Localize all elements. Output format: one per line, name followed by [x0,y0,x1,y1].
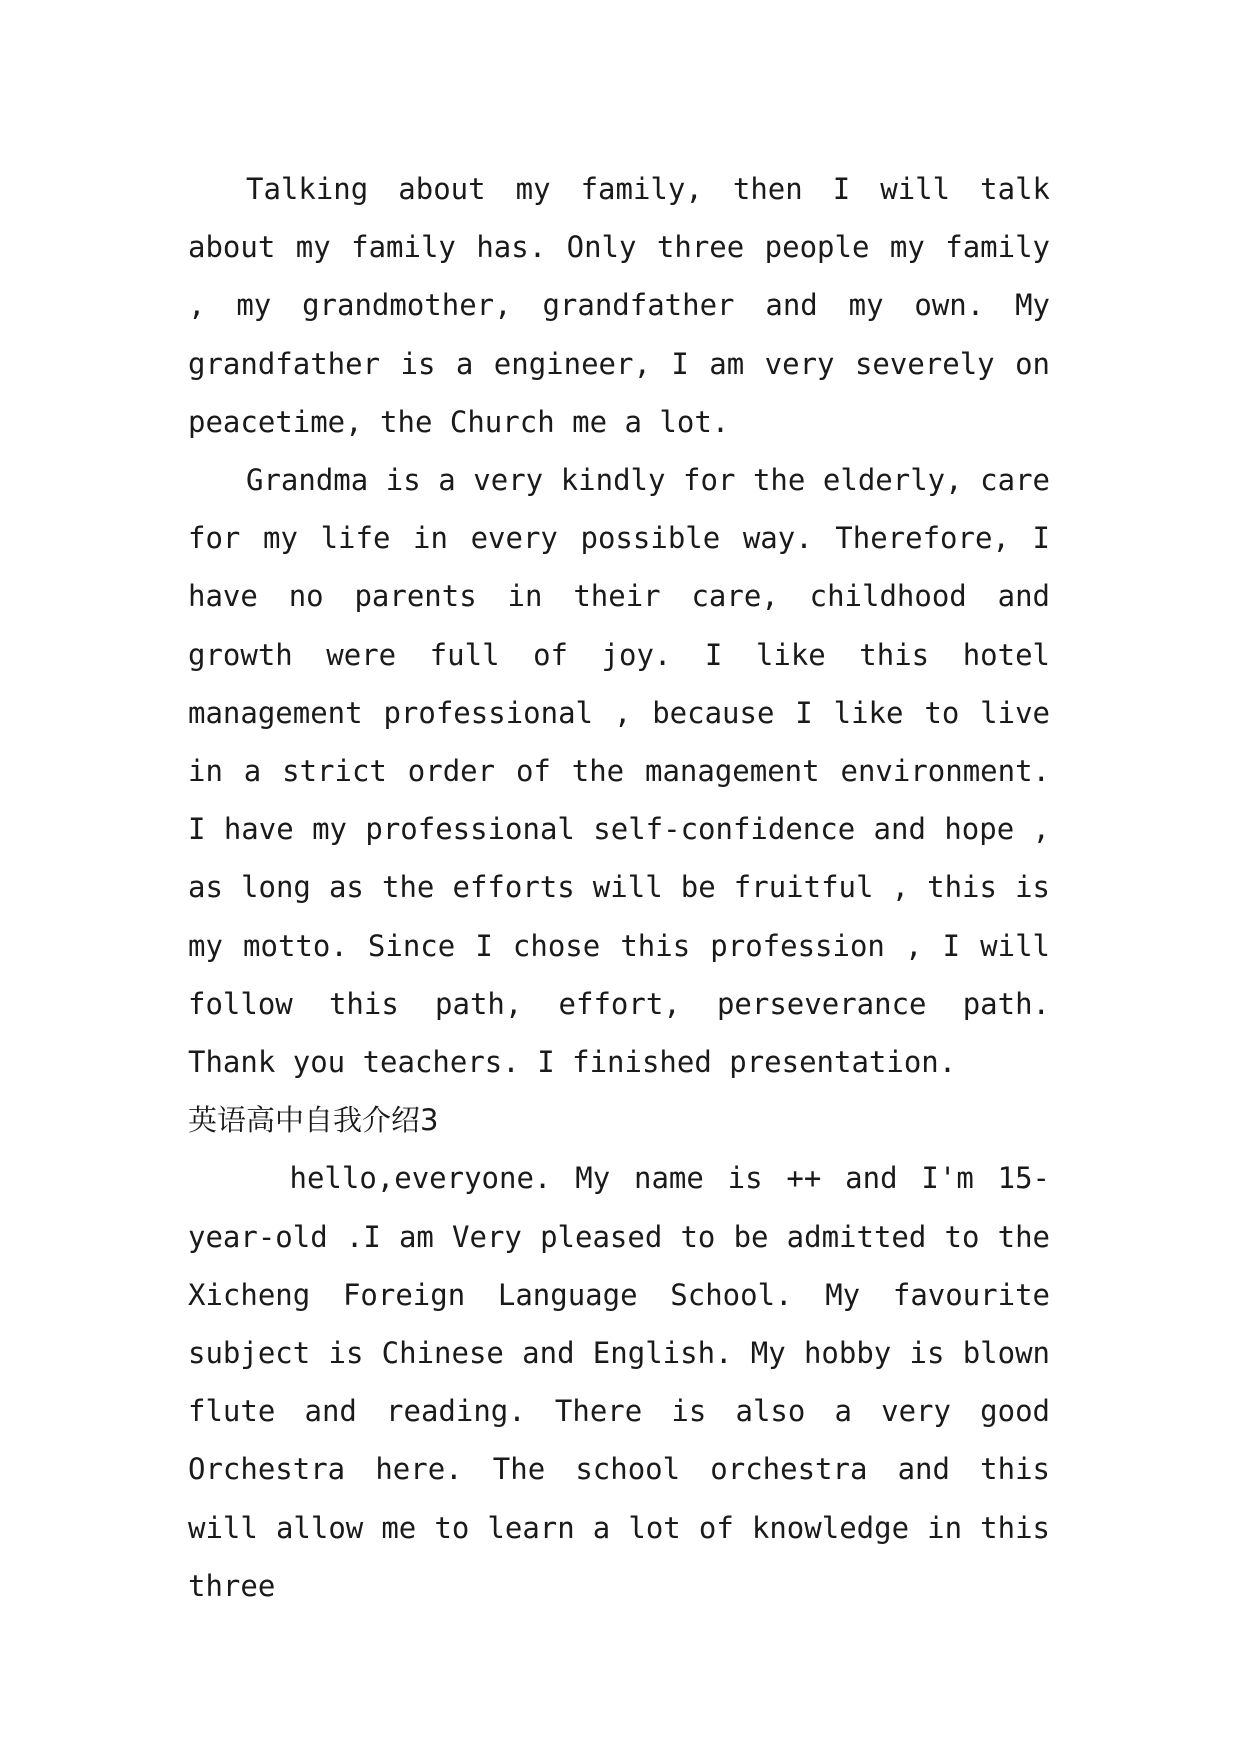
paragraph-self-introduction: hello,everyone. My name is ++ and I'm 15-year-old .I am Very pleased to be admitted to the Xicheng Foreign Language School. My favourite subject is Chinese and English. My hobby is blown flute and reading. There is also a very good Orchestra here. The school orchestra and this will allow me to learn a lot of knowledge in this three [188,1161,1050,1603]
section-heading: 英语高中自我介绍3 [188,1103,439,1138]
document-body [188,160,1050,1615]
paragraph-grandma: Grandma is a very kindly for the elderly, care for my life in every possible way. Therefore, I have no parents in their care, childhood and growth were full of joy. I like this hotel management professional , because I like to live in a strict order of the management environment. I have my professional self-confidence and hope , as long as the efforts will be fruitful , this is my motto. Since I chose this profession , I will follow this path, effort, perseverance path. Thank you teachers. I finished presentation. [188,463,1050,1080]
paragraph-family: Talking about my family, then I will talk about my family has. Only three people my family , my grandmother, grandfather and my own. My grandfather is a engineer, I am very severely on peacetime, the Church me a lot. [188,172,1050,439]
